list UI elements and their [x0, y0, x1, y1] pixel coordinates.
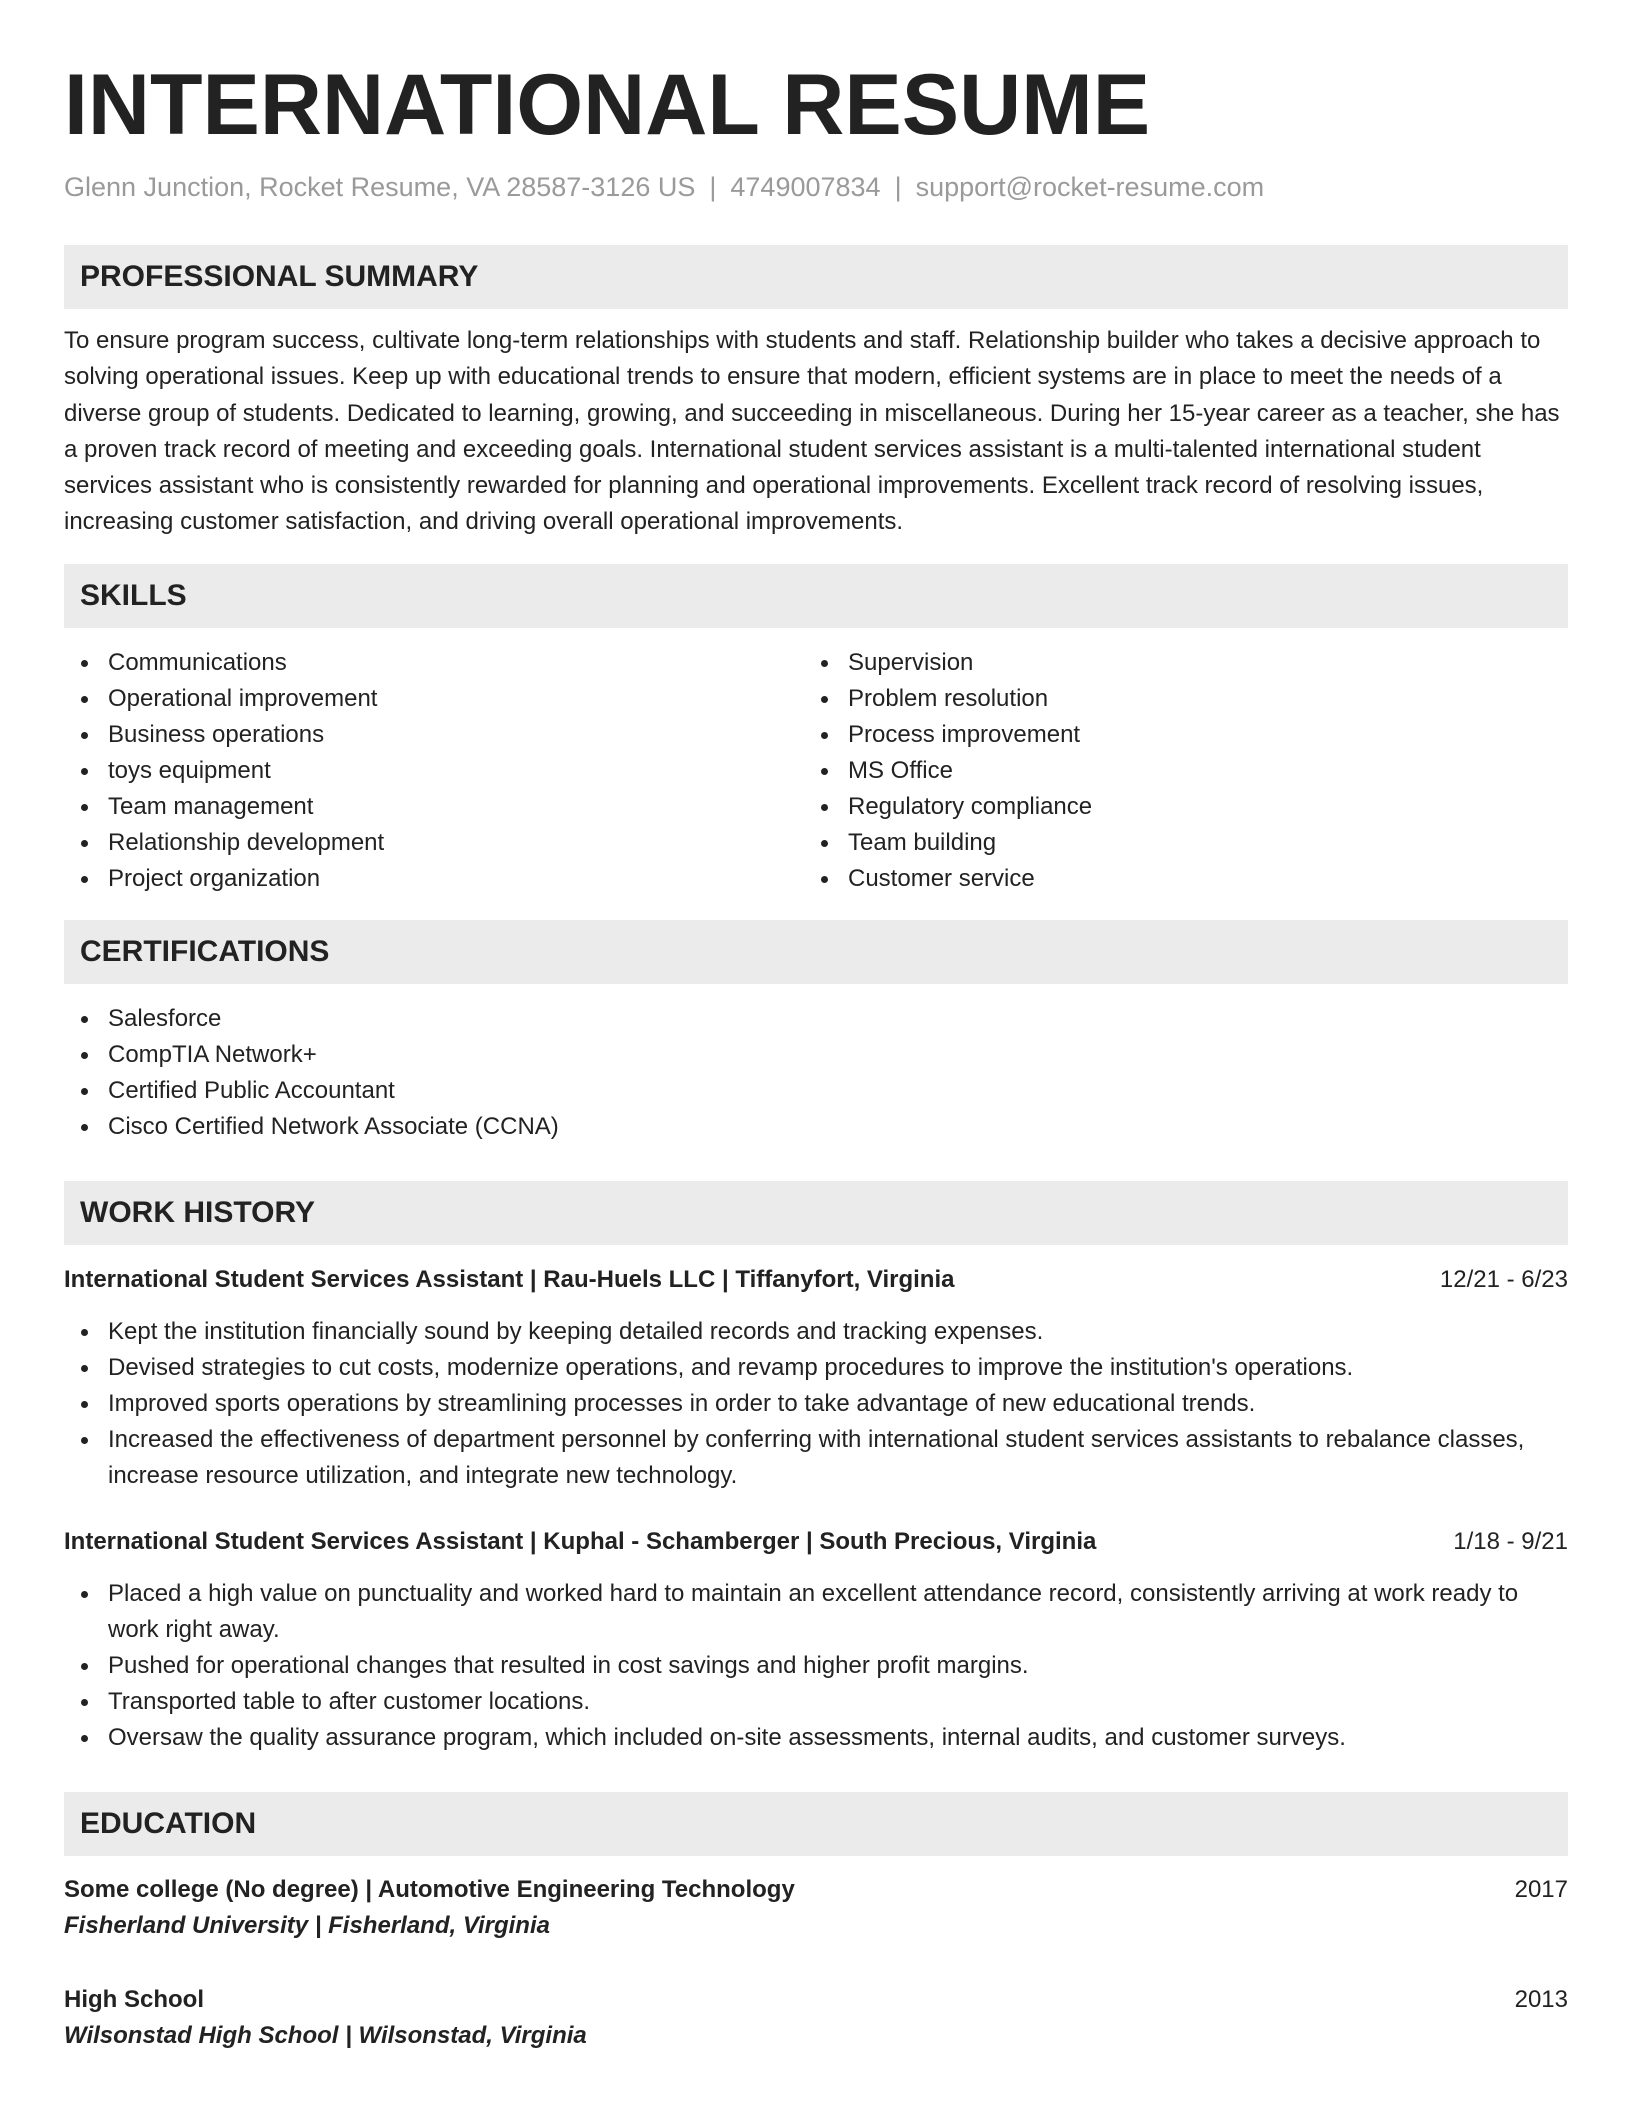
education-degree: High School — [64, 1985, 204, 2013]
job-bullet: Increased the effectiveness of department personnel by conferring with international student services assistants to rebalance classes, increase resource utilization, and integrate new technology. — [64, 1422, 1568, 1494]
summary-section-header: PROFESSIONAL SUMMARY — [64, 245, 1568, 309]
certification-item: CompTIA Network+ — [64, 1037, 1568, 1073]
skill-item: MS Office — [804, 753, 1544, 789]
job-date: 12/21 - 6/23 — [1439, 1265, 1568, 1293]
education-heading-row — [64, 1982, 1568, 2018]
education-school: Wilsonstad High School | Wilsonstad, Virginia — [64, 2021, 587, 2049]
education-section-header: EDUCATION — [64, 1792, 1568, 1856]
skill-item: Regulatory compliance — [804, 789, 1544, 825]
contact-line — [64, 169, 1568, 205]
certification-item: Cisco Certified Network Associate (CCNA) — [64, 1109, 1568, 1145]
job-entry — [64, 1262, 1568, 1494]
skill-item: Problem resolution — [804, 681, 1544, 717]
skill-item: Business operations — [64, 717, 804, 753]
education-heading-row — [64, 1872, 1568, 1908]
education-school: Fisherland University | Fisherland, Virginia — [64, 1911, 550, 1939]
resume-title: INTERNATIONAL RESUME — [64, 57, 1151, 153]
certification-item: Certified Public Accountant — [64, 1073, 1568, 1109]
job-title: International Student Services Assistant | Rau-Huels LLC | Tiffanyfort, Virginia — [64, 1265, 955, 1293]
skill-item: Project organization — [64, 861, 804, 897]
job-bullet: Placed a high value on punctuality and worked hard to maintain an excellent attendance record, consistently arriving at work ready to work right away. — [64, 1576, 1568, 1648]
education-degree: Some college (No degree) | Automotive Engineering Technology — [64, 1875, 795, 1903]
skill-item: toys equipment — [64, 753, 804, 789]
skills-grid — [64, 645, 1568, 897]
job-heading-row — [64, 1524, 1568, 1560]
contact-separator: | — [894, 172, 902, 202]
skill-item: Supervision — [804, 645, 1544, 681]
job-title: International Student Services Assistant | Kuphal - Schamberger | South Precious, Virginia — [64, 1527, 1097, 1555]
job-bullet: Transported table to after customer locations. — [64, 1684, 1568, 1720]
education-date: 2013 — [1514, 1985, 1568, 2013]
job-bullets — [64, 1314, 1568, 1494]
skill-item: Customer service — [804, 861, 1544, 897]
certification-item: Salesforce — [64, 1001, 1568, 1037]
job-bullet: Oversaw the quality assurance program, which included on-site assessments, internal audits, and customer surveys. — [64, 1720, 1568, 1756]
job-bullet: Improved sports operations by streamlining processes in order to take advantage of new educational trends. — [64, 1386, 1568, 1422]
education-entry — [64, 1982, 1568, 2054]
skill-item: Operational improvement — [64, 681, 804, 717]
contact-email: support@rocket-resume.com — [915, 172, 1265, 202]
certifications-list — [64, 1001, 1568, 1145]
job-date: 1/18 - 9/21 — [1453, 1527, 1568, 1555]
certifications-section-header: CERTIFICATIONS — [64, 920, 1568, 984]
summary-text: To ensure program success, cultivate long-term relationships with students and staff. Relationship builder who takes a decisive approach to solving operational issues. Keep up with educational trends to ensure that modern, efficient systems are in place to meet the needs of a diverse group of students. Dedicated to learning, growing, and succeeding in miscellaneous. During her 15-year career as a teacher, she has a proven track record of meeting and exceeding goals. International student services assistant is a multi-talented international student services assistant who is consistently rewarded for planning and operational improvements. Excellent track record of resolving issues, increasing customer satisfaction, and driving overall operational improvements. — [64, 327, 1560, 536]
contact-phone: 4749007834 — [730, 172, 881, 202]
job-bullets — [64, 1576, 1568, 1756]
skill-item: Process improvement — [804, 717, 1544, 753]
skill-item: Team building — [804, 825, 1544, 861]
contact-address: Glenn Junction, Rocket Resume, VA 28587-3126 US — [64, 172, 696, 202]
skills-list-right — [804, 645, 1544, 897]
job-heading-row — [64, 1262, 1568, 1298]
work-section-header: WORK HISTORY — [64, 1181, 1568, 1245]
skill-item: Team management — [64, 789, 804, 825]
job-bullet: Pushed for operational changes that resulted in cost savings and higher profit margins. — [64, 1648, 1568, 1684]
education-entry — [64, 1872, 1568, 1944]
job-bullet: Kept the institution financially sound by keeping detailed records and tracking expenses. — [64, 1314, 1568, 1350]
education-date: 2017 — [1514, 1875, 1568, 1903]
skill-item: Relationship development — [64, 825, 804, 861]
skill-item: Communications — [64, 645, 804, 681]
skills-section-header: SKILLS — [64, 564, 1568, 628]
job-entry — [64, 1524, 1568, 1756]
skills-list-left — [64, 645, 804, 897]
job-bullet: Devised strategies to cut costs, modernize operations, and revamp procedures to improve the institution's operations. — [64, 1350, 1568, 1386]
contact-separator: | — [709, 172, 717, 202]
